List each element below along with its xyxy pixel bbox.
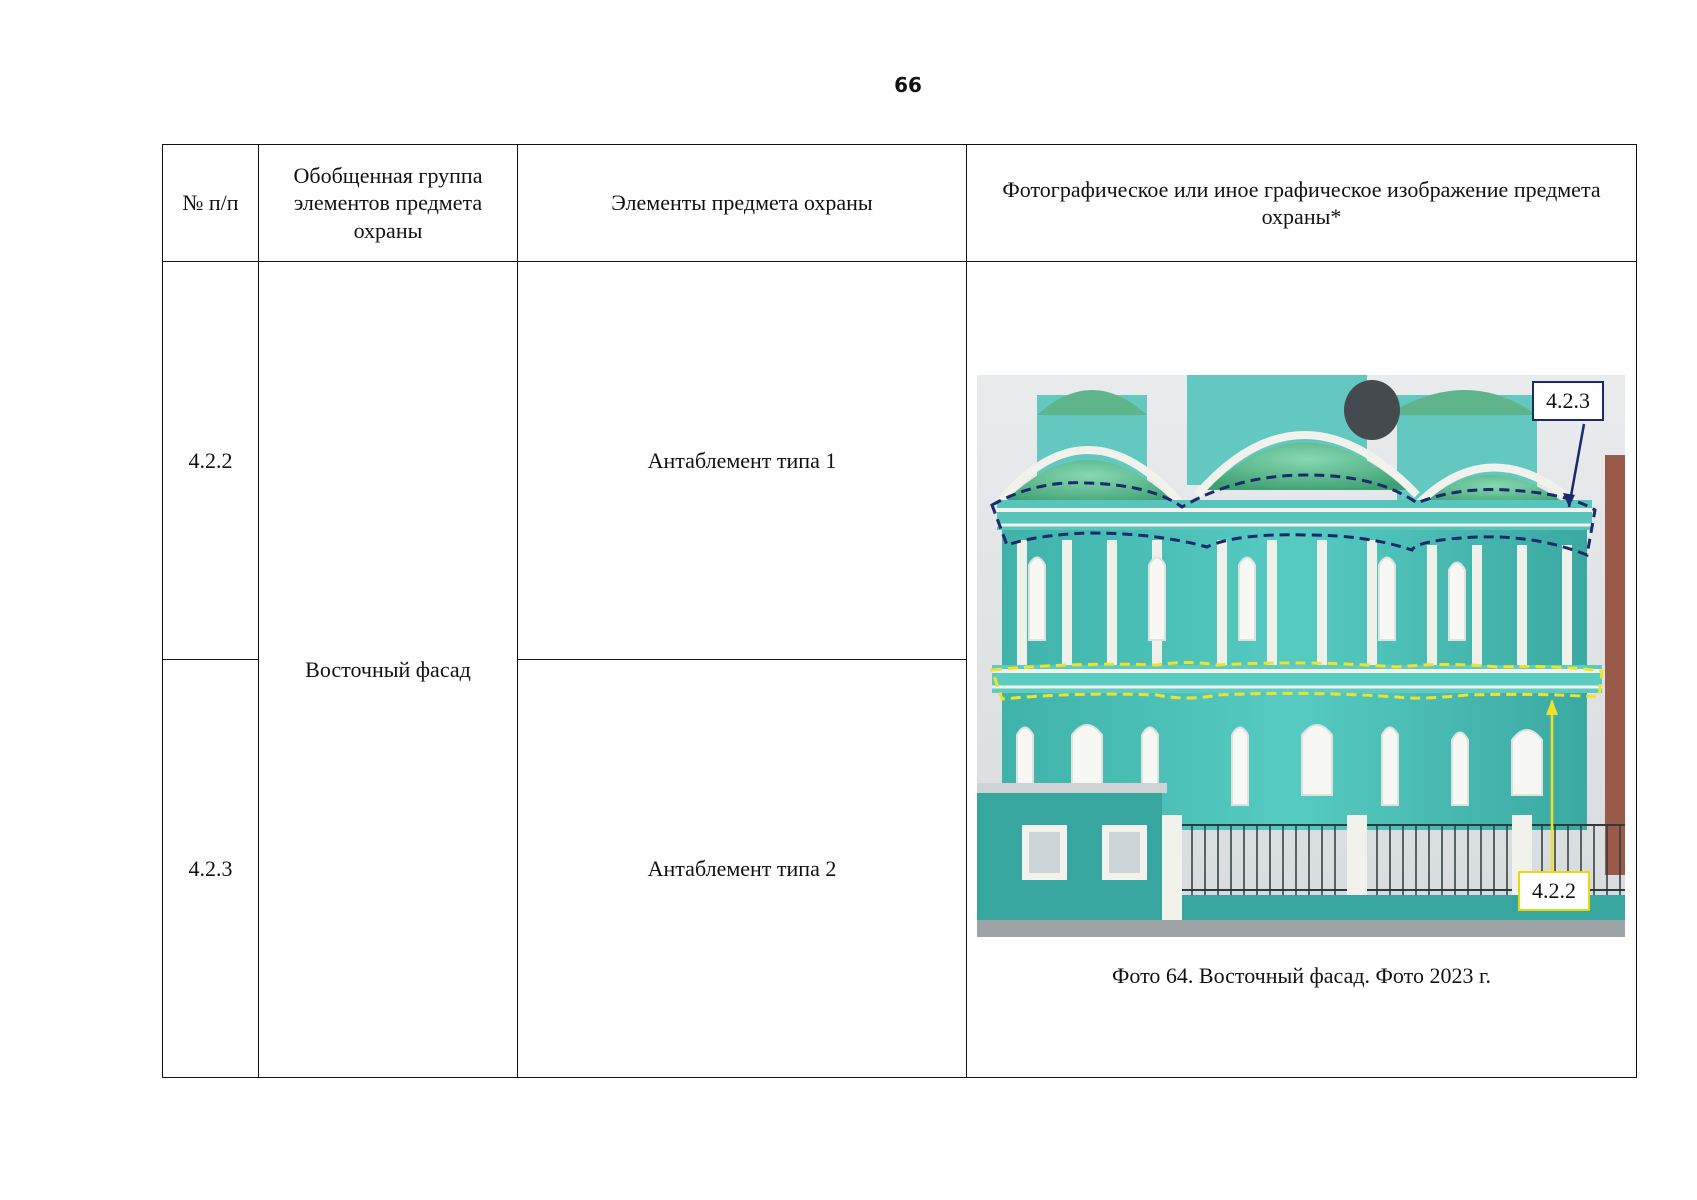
facade-photo (977, 375, 1625, 937)
row-num: 4.2.3 (163, 659, 259, 1077)
photo-caption: Фото 64. Восточный фасад. Фото 2023 г. (1111, 963, 1492, 989)
page-number: 66 (894, 73, 922, 97)
heritage-table (162, 144, 1637, 1078)
row-num: 4.2.2 (163, 262, 259, 659)
table-header-row (163, 145, 1637, 262)
header-elements: Элементы предмета охраны (518, 145, 967, 262)
header-group: Обобщенная группа элементов предмета охраны (259, 145, 518, 262)
facade-photo-image (977, 375, 1625, 937)
callout-4-2-2: 4.2.2 (1518, 871, 1590, 911)
photo-cell (967, 262, 1637, 1078)
header-num: № п/п (163, 145, 259, 262)
row-group: Восточный фасад (259, 262, 518, 1078)
table-row (163, 262, 1637, 659)
callout-4-2-3: 4.2.3 (1532, 381, 1604, 421)
row-element: Антаблемент типа 2 (518, 659, 967, 1077)
row-element: Антаблемент типа 1 (518, 262, 967, 659)
header-photo: Фотографическое или иное графическое изображение предмета охраны* (967, 145, 1637, 262)
